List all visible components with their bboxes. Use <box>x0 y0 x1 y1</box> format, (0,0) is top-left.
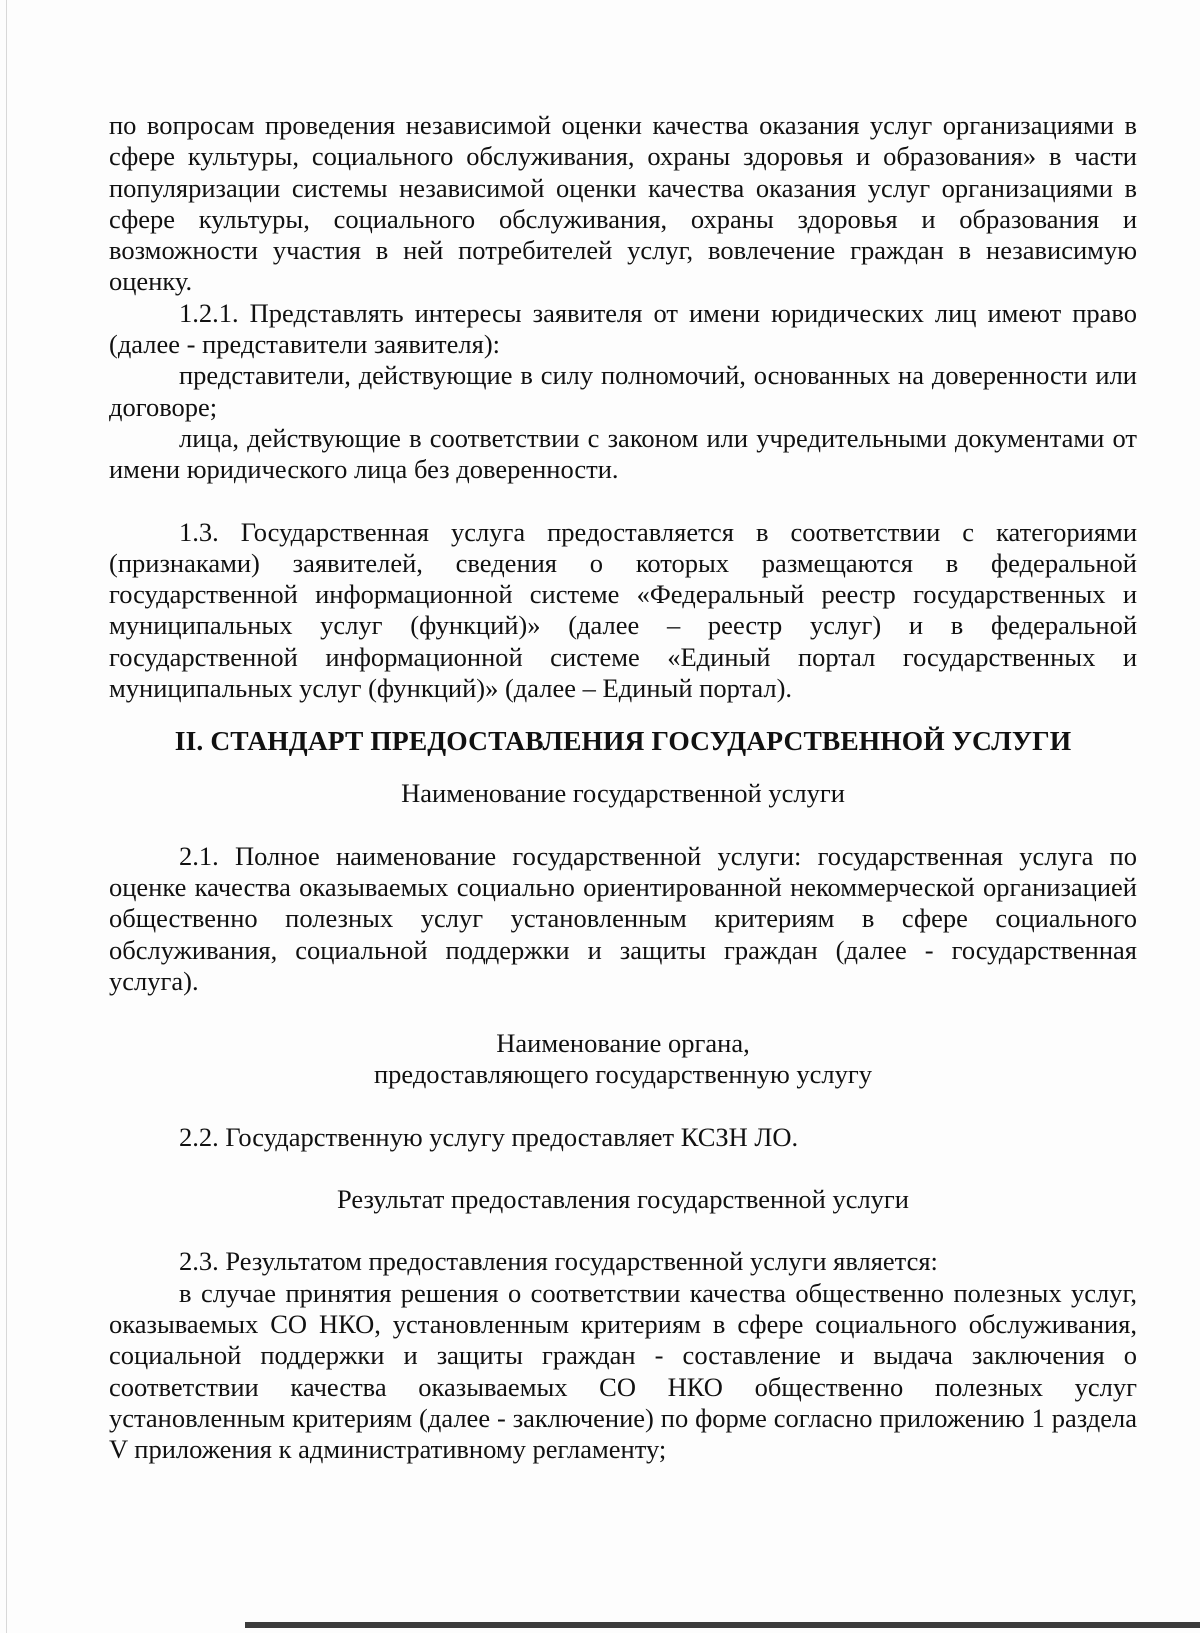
spacer <box>109 1153 1137 1184</box>
spacer <box>109 1215 1137 1246</box>
spacer <box>109 486 1137 517</box>
document-body <box>109 110 1137 1465</box>
section-heading: II. СТАНДАРТ ПРЕДОСТАВЛЕНИЯ ГОСУДАРСТВЕННОЙ УСЛУГИ <box>174 725 1072 757</box>
spacer <box>109 761 1137 778</box>
paragraph-1-3: 1.3. Государственная услуга предоставляется в соответствии с категориями (признаками) заявителей, сведения о которых размещаются в федеральной государственной информационной системе «Федеральный реестр государственных и муниципальных услуг (функций)» (далее – реестр услуг) и в федеральной государственной информационной системе «Единый портал государственных и муниципальных услуг (функций)» (далее – Единый портал). <box>109 516 1137 704</box>
paragraph-persons: лица, действующие в соответствии с законом или учредительными документами от имени юридического лица без доверенности. <box>109 422 1137 485</box>
subheading-organ-line1: Наименование органа, <box>496 1028 750 1059</box>
spacer <box>109 997 1137 1028</box>
paragraph-2-3-case: в случае принятия решения о соответствии качества общественно полезных услуг, оказываемых СО НКО, установленным критериям в сфере социального обслуживания, социальной поддержки и защиты граждан - составление и выдача заключения о соответствии качества оказываемых СО НКО общественно полезных услуг установленным критериям (далее - заключение) по форме согласно приложению 1 раздела V приложения к административному регламенту; <box>109 1277 1137 1465</box>
spacer <box>109 810 1137 841</box>
scan-edge-line <box>6 0 7 1633</box>
subheading-result: Результат предоставления государственной услуги <box>337 1184 909 1215</box>
paragraph-representatives: представители, действующие в силу полномочий, основанных на доверенности или договоре; <box>109 360 1137 422</box>
paragraph-1-2-1: 1.2.1. Представлять интересы заявителя от имени юридических лиц имеют право (далее - представители заявителя): <box>109 297 1137 360</box>
subheading-service-name: Наименование государственной услуги <box>401 778 845 809</box>
subheading-organ-line2: предоставляющего государственную услугу <box>373 1059 872 1090</box>
spacer <box>109 1091 1137 1122</box>
spacer <box>109 704 1137 721</box>
paragraph-intro: по вопросам проведения независимой оценки качества оказания услуг организациями в сфере культуры, социального обслуживания, охраны здоровья и образования» в части популяризации системы независимой оценки качества оказания услуг организациями в сфере культуры, социального обслуживания, охраны здоровья и образования и возможности участия в ней потребителей услуг, вовлечение граждан в независимую оценку. <box>109 110 1137 297</box>
paragraph-2-2: 2.2. Государственную услугу предоставляет КСЗН ЛО. <box>179 1121 799 1152</box>
scan-bottom-edge <box>245 1622 1200 1628</box>
paragraph-2-3: 2.3. Результатом предоставления государственной услуги является: <box>179 1246 938 1277</box>
paragraph-2-1: 2.1. Полное наименование государственной услуги: государственная услуга по оценке качества оказываемых социально ориентированной некоммерческой организацией общественно полезных услуг установленным критериям в сфере социального обслуживания, социальной поддержки и защиты граждан (далее - государственная услуга). <box>109 840 1137 996</box>
